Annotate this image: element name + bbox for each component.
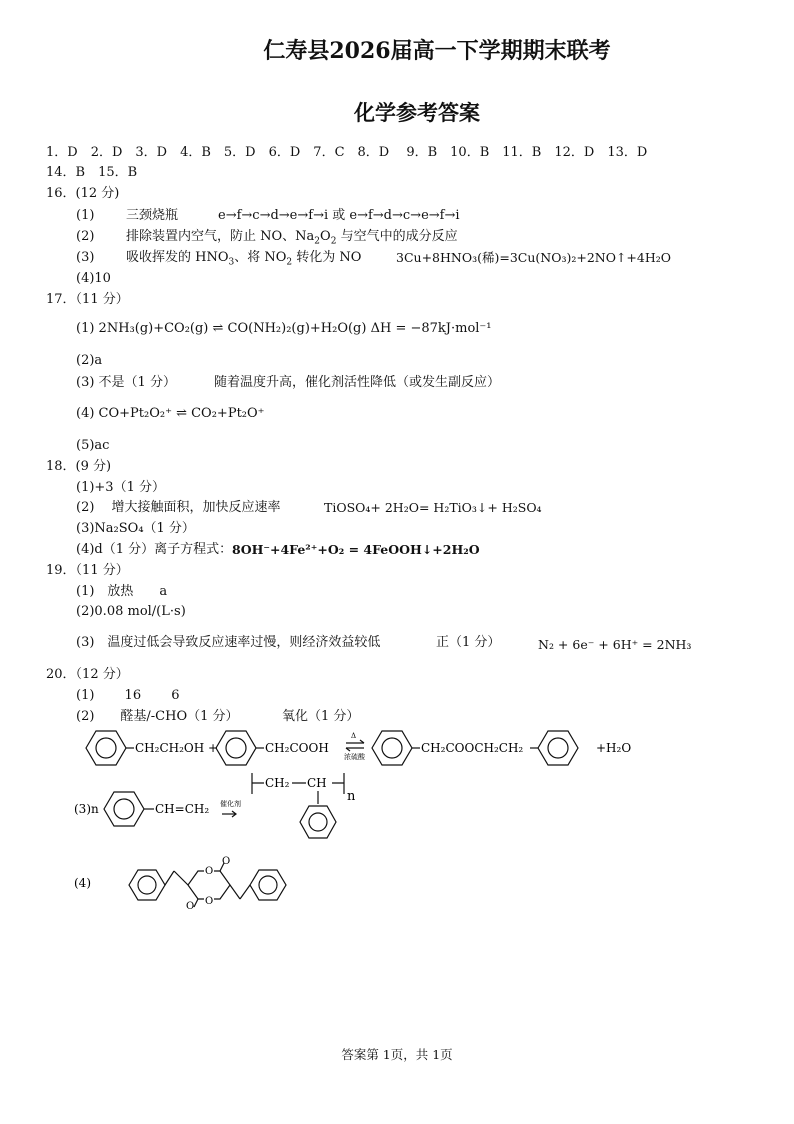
product-water-label: +H₂O [596, 741, 632, 755]
q17-4-equation: (4) CO+Pt₂O₂⁺ ⇌ CO₂+Pt₂O⁺ [76, 406, 265, 421]
monomer-label: CH=CH₂ [155, 802, 210, 816]
product-ester-label: CH₂COOCH₂CH₂ [421, 741, 524, 755]
cyclic-diester-structure [74, 855, 294, 911]
q19-3-answer-b: 正（1 分） [436, 635, 501, 650]
q16-3-num: (3) [76, 250, 95, 265]
q16-1-answer-b: e→f→c→d→e→f→i 或 e→f→d→c→e→f→i [218, 208, 460, 223]
q18-heading: 18．(9 分) [46, 459, 112, 474]
q19-1-answer: (1) 放热 a [76, 584, 168, 599]
benzene-ring-icon [250, 870, 286, 900]
q16-3-answer-a: 吸收挥发的 $HNO_3$、将 $NO_2$ 转化为 NO [126, 250, 362, 268]
carbonyl-oxygen-label: O [186, 901, 195, 911]
q19-3-equation: N₂ + 6e⁻ + 6H⁺ = 2NH₃ [538, 637, 692, 652]
q16-1-num: (1) [76, 208, 95, 223]
page-title: 仁寿县2026届高一下学期期末联考 [263, 38, 611, 64]
benzene-ring-icon [104, 792, 144, 826]
q17-5-answer: (5)ac [76, 438, 110, 453]
esterification-reaction [74, 725, 654, 771]
q20-heading: 20．（12 分） [46, 667, 129, 682]
condition-acid: 浓硫酸 [344, 753, 365, 761]
ring-oxygen-label: O [205, 896, 214, 907]
mc-answers-row1: 1．D 2．D 3．D 4．B 5．D 6．D 7．C 8．D 9．B 10．B 11．B 12．D 13．D [46, 145, 648, 160]
q20-4-num: (4) [74, 876, 91, 890]
q16-1-answer-a: 三颈烧瓶 [126, 208, 179, 223]
q17-3-answer-a: (3) 不是（1 分） [76, 375, 176, 390]
q17-2-answer: (2)a [76, 353, 103, 368]
page-footer: 答案第 1页，共 1页 [341, 1047, 453, 1062]
polymer-ch-label: CH [307, 776, 327, 790]
benzene-ring-icon [216, 731, 256, 765]
q17-1-equation: (1) 2NH₃(g)+CO₂(g) ⇌ CO(NH₂)₂(g)+H₂O(g) ΔH = −87kJ·mol⁻¹ [76, 321, 492, 336]
ring-oxygen-label: O [205, 866, 214, 877]
benzene-ring-icon [538, 731, 578, 765]
q18-3-answer: (3)Na₂SO₄（1 分） [76, 521, 195, 536]
q19-heading: 19．（11 分） [46, 563, 129, 578]
q20-2-answer-a: (2) 醛基/-CHO（1 分） [76, 709, 239, 724]
reactant-alcohol-label: CH₂CH₂OH + [135, 741, 219, 755]
mc-answers-row2: 14．B 15．B [46, 165, 138, 180]
polymer-degree-n: n [347, 789, 356, 804]
q20-1-answer: (1) 16 6 [76, 688, 180, 703]
q17-heading: 17．（11 分） [46, 292, 129, 307]
q17-3-answer-b: 随着温度升高，催化剂活性降低（或发生副反应） [214, 375, 501, 390]
q19-2-answer: (2)0.08 mol/(L·s) [76, 604, 186, 619]
q18-4-ionic-equation: 8OH⁻+4Fe²⁺+O₂ = 4FeOOH↓+2H₂O [232, 542, 480, 557]
benzene-ring-icon [372, 731, 412, 765]
q16-heading: 16．(12 分) [46, 186, 120, 201]
benzene-ring-icon [300, 806, 336, 838]
reactant-acid-label: CH₂COOH [265, 741, 329, 755]
q18-1-answer: (1)+3（1 分） [76, 480, 165, 495]
polymer-ch2-label: CH₂ [265, 776, 290, 790]
q16-4-answer: (4)10 [76, 271, 111, 286]
condition-heat: Δ [351, 732, 357, 740]
catalyst-label: 催化剂 [220, 800, 241, 808]
page-subtitle: 化学参考答案 [354, 100, 480, 125]
q20-2-answer-b: 氧化（1 分） [282, 709, 360, 724]
benzene-ring-icon [86, 731, 126, 765]
q19-3-answer-a: (3) 温度过低会导致反应速率过慢，则经济效益较低 [76, 635, 381, 650]
q16-3-answer-b: 3Cu+8HNO₃(稀)=3Cu(NO₃)₂+2NO↑+4H₂O [396, 250, 672, 265]
carbonyl-oxygen-label: O [222, 856, 231, 867]
q18-4-answer-a: (4)d（1 分）离子方程式： [76, 542, 233, 557]
q16-2-num: (2) [76, 229, 95, 244]
q16-2-answer: 排除装置内空气，防止 NO、$Na_2O_2$ 与空气中的成分反应 [126, 229, 458, 247]
benzene-ring-icon [129, 870, 165, 900]
q20-3-num: (3)n [74, 802, 99, 816]
q18-2-answer-a: (2) 增大接触面积，加快反应速率 [76, 500, 281, 515]
polymerization-reaction [74, 770, 374, 852]
q18-2-equation: TiOSO₄+ 2H₂O= H₂TiO₃↓+ H₂SO₄ [324, 500, 542, 515]
